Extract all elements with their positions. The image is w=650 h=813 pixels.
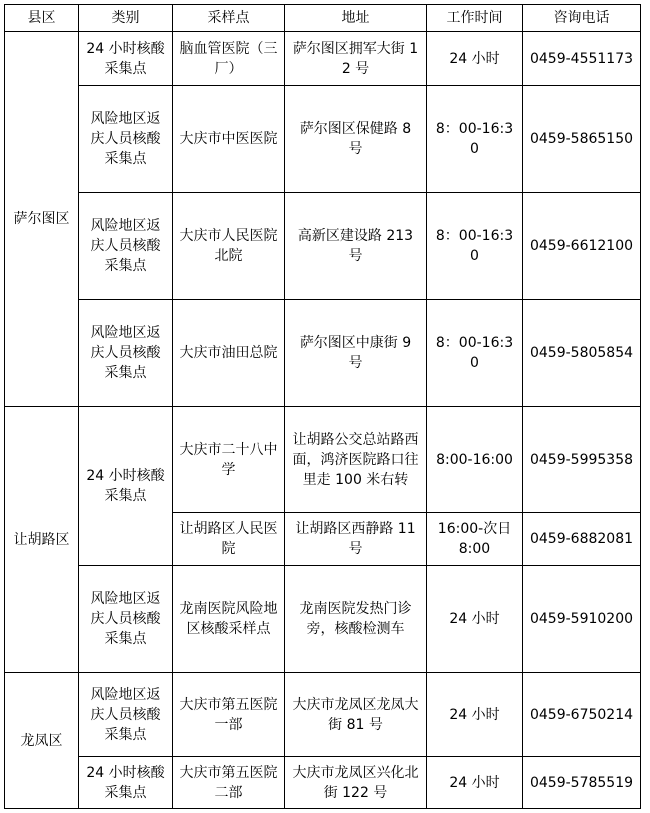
header-row	[5, 5, 641, 32]
hours-cell: 8:00-16:00	[427, 407, 523, 513]
header-phone: 咨询电话	[523, 5, 641, 32]
site-cell: 大庆市油田总院	[173, 300, 285, 407]
category-cell: 24 小时核酸采集点	[79, 407, 173, 566]
address-cell: 让胡路区西静路 11 号	[285, 513, 427, 566]
address-cell: 让胡路公交总站路西面，鸿济医院路口往里走 100 米右转	[285, 407, 427, 513]
table-row	[5, 407, 641, 513]
address-cell: 萨尔图区拥军大街 12 号	[285, 32, 427, 86]
phone-cell: 0459-5910200	[523, 566, 641, 673]
address-cell: 龙南医院发热门诊旁，核酸检测车	[285, 566, 427, 673]
site-cell: 让胡路区人民医院	[173, 513, 285, 566]
category-cell: 风险地区返庆人员核酸采集点	[79, 673, 173, 757]
header-category: 类别	[79, 5, 173, 32]
sampling-sites-table	[4, 4, 641, 809]
category-cell: 风险地区返庆人员核酸采集点	[79, 300, 173, 407]
hours-cell: 24 小时	[427, 757, 523, 809]
address-cell: 萨尔图区中康街 9 号	[285, 300, 427, 407]
header-site: 采样点	[173, 5, 285, 32]
phone-cell: 0459-5805854	[523, 300, 641, 407]
category-cell: 风险地区返庆人员核酸采集点	[79, 566, 173, 673]
header-address: 地址	[285, 5, 427, 32]
hours-cell: 8：00-16:30	[427, 86, 523, 193]
phone-cell: 0459-4551173	[523, 32, 641, 86]
hours-cell: 24 小时	[427, 566, 523, 673]
phone-cell: 0459-6612100	[523, 193, 641, 300]
phone-cell: 0459-5995358	[523, 407, 641, 513]
site-cell: 大庆市人民医院北院	[173, 193, 285, 300]
hours-cell: 8：00-16:30	[427, 193, 523, 300]
site-cell: 大庆市中医医院	[173, 86, 285, 193]
phone-cell: 0459-6882081	[523, 513, 641, 566]
address-cell: 大庆市龙凤区龙凤大街 81 号	[285, 673, 427, 757]
site-cell: 大庆市第五医院二部	[173, 757, 285, 809]
site-cell: 大庆市第五医院一部	[173, 673, 285, 757]
district-cell: 让胡路区	[5, 407, 79, 673]
district-cell: 萨尔图区	[5, 32, 79, 407]
header-hours: 工作时间	[427, 5, 523, 32]
category-cell: 24 小时核酸采集点	[79, 32, 173, 86]
site-cell: 龙南医院风险地区核酸采样点	[173, 566, 285, 673]
table-row	[5, 32, 641, 86]
address-cell: 高新区建设路 213 号	[285, 193, 427, 300]
table-row	[5, 300, 641, 407]
header-district: 县区	[5, 5, 79, 32]
hours-cell: 24 小时	[427, 673, 523, 757]
address-cell: 大庆市龙凤区兴化北街 122 号	[285, 757, 427, 809]
hours-cell: 24 小时	[427, 32, 523, 86]
site-cell: 脑血管医院（三厂）	[173, 32, 285, 86]
category-cell: 24 小时核酸采集点	[79, 757, 173, 809]
hours-cell: 16:00-次日 8:00	[427, 513, 523, 566]
category-cell: 风险地区返庆人员核酸采集点	[79, 86, 173, 193]
table-row	[5, 86, 641, 193]
phone-cell: 0459-5785519	[523, 757, 641, 809]
district-cell: 龙凤区	[5, 673, 79, 809]
table-row	[5, 193, 641, 300]
category-cell: 风险地区返庆人员核酸采集点	[79, 193, 173, 300]
table-row	[5, 757, 641, 809]
hours-cell: 8：00-16:30	[427, 300, 523, 407]
table-row	[5, 566, 641, 673]
phone-cell: 0459-5865150	[523, 86, 641, 193]
site-cell: 大庆市二十八中学	[173, 407, 285, 513]
table-row	[5, 673, 641, 757]
phone-cell: 0459-6750214	[523, 673, 641, 757]
address-cell: 萨尔图区保健路 8 号	[285, 86, 427, 193]
